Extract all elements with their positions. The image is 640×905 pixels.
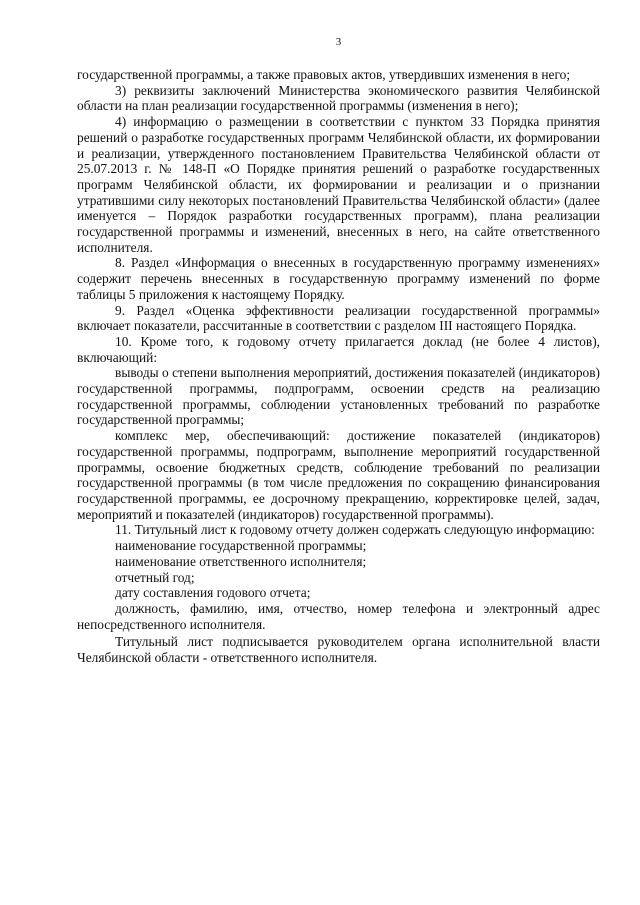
paragraph-section-9: 9. Раздел «Оценка эффективности реализации государственной программы» включает показатели, рассчитанные в соответствии с разделом III настоящего Порядка.: [77, 302, 600, 334]
page-number: 3: [335, 36, 342, 48]
paragraph-section-10: 10. Кроме того, к годовому отчету прилагается доклад (не более 4 листов), включающий:: [77, 333, 600, 365]
document-body: [77, 67, 600, 666]
paragraph-item-3: 3) реквизиты заключений Министерства экономического развития Челябинской области на план реализации государственной программы (изменения в него);: [77, 82, 600, 114]
paragraph-signature: Титульный лист подписывается руководителем органа исполнительной власти Челябинской области - ответственного исполнителя.: [77, 634, 600, 666]
paragraph-section-11: 11. Титульный лист к годовому отчету должен содержать следующую информацию:: [115, 522, 595, 538]
paragraph-item-4: 4) информацию о размещении в соответствии с пунктом 33 Порядка принятия решений о разработке государственных программ Челябинской области, их формировании и реализации, утвержденного постановлением Правительства Челябинской области от 25.07.2013 г. № 148-П «О Порядке принятия решений о разработке государственных программ Челябинской области, их формировании и реализации и о признании утратившими силу некоторых постановлений Правительства Челябинской области» (далее именуется – Порядок разработки государственных программ), плана реализации государственной программы и изменений, внесенных в него, на сайте ответственного исполнителя.: [77, 114, 600, 255]
list-item-executor-name: наименование ответственного исполнителя;: [115, 553, 367, 569]
list-item-report-date: дату составления годового отчета;: [115, 585, 311, 601]
paragraph-measures: комплекс мер, обеспечивающий: достижение показателей (индикаторов) государственной программы, подпрограмм, выполнение мероприятий государственной программы, освоение бюджетных средств, соблюдение требований по реализации государственной программы (в том числе предложения по сокращению финансирования государственной программы, ее досрочному прекращению, корректировке целей, задач, мероприятий и показателей (индикаторов) государственной программы).: [77, 428, 600, 522]
list-item-program-name: наименование государственной программы;: [115, 538, 367, 554]
list-item-executor-contacts: должность, фамилию, имя, отчество, номер телефона и электронный адрес непосредственного исполнителя.: [77, 600, 600, 632]
paragraph-section-8: 8. Раздел «Информация о внесенных в государственную программу изменениях» содержит перечень внесенных в государственную программу изменений по форме таблицы 5 приложения к настоящему Порядку.: [77, 255, 600, 302]
list-item-report-year: отчетный год;: [115, 569, 195, 585]
paragraph-continuation: государственной программы, а также правовых актов, утвердивших изменения в него;: [77, 67, 571, 82]
paragraph-conclusions: выводы о степени выполнения мероприятий, достижения показателей (индикаторов) государственной программы, подпрограмм, освоении средств на реализацию государственной программы, соблюдении установленных требований по разработке государственной программы;: [77, 365, 600, 428]
